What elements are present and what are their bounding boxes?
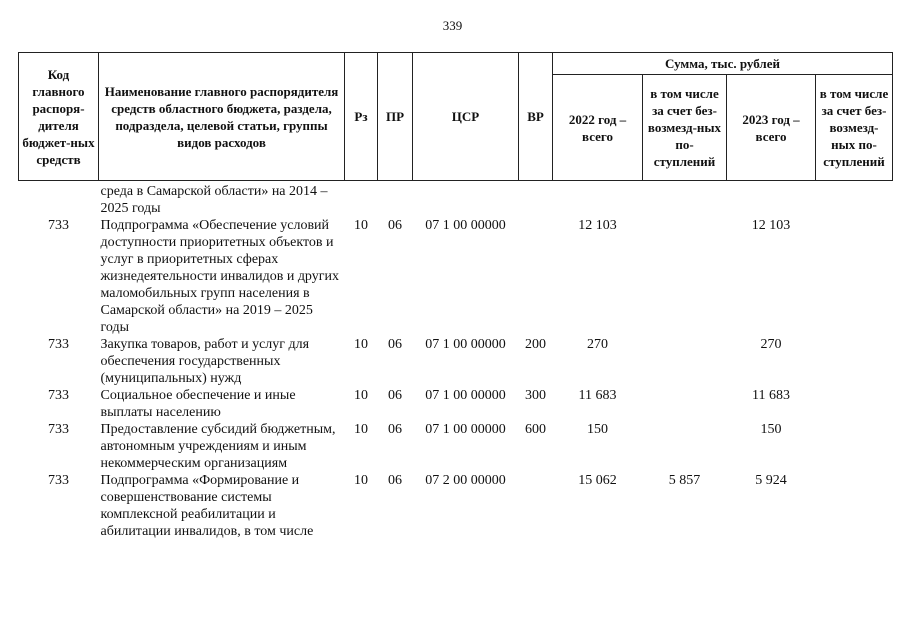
row-code	[19, 181, 99, 218]
row-2022-free	[643, 217, 727, 336]
row-csr: 07 1 00 00000	[425, 337, 506, 352]
table-row	[19, 387, 893, 421]
row-2022-total: 150	[587, 422, 608, 437]
row-pr: 06	[388, 337, 402, 352]
header-sum: Сумма, тыс. рублей	[553, 53, 893, 75]
row-2022-total	[553, 181, 643, 218]
row-code: 733	[48, 388, 69, 403]
row-vr: 600	[525, 422, 546, 437]
row-csr: 07 1 00 00000	[425, 422, 506, 437]
row-2023-total	[727, 181, 816, 218]
row-csr	[413, 181, 519, 218]
row-vr: 200	[525, 337, 546, 352]
row-pr: 06	[388, 388, 402, 403]
row-2022-free	[643, 336, 727, 387]
row-2023-free	[816, 181, 893, 218]
row-pr: 06	[388, 218, 402, 233]
row-name: Социальное обеспечение и иные выплаты населению	[100, 388, 296, 420]
header-csr: ЦСР	[413, 53, 519, 181]
row-pr: 06	[388, 422, 402, 437]
header-pr: ПР	[378, 53, 413, 181]
row-2023-free	[816, 472, 893, 540]
row-code: 733	[48, 473, 69, 488]
row-vr	[519, 181, 553, 218]
row-code: 733	[48, 337, 69, 352]
header-2023-free: в том числе за счет без-возмезд-ных по-ступлений	[816, 75, 893, 181]
row-2023-total: 5 924	[755, 473, 787, 488]
row-pr	[378, 181, 413, 218]
header-2022-total: 2022 год – всего	[553, 75, 643, 181]
row-2022-free	[643, 181, 727, 218]
budget-table	[18, 52, 893, 540]
row-2022-free: 5 857	[668, 473, 701, 488]
table-row	[19, 181, 893, 218]
header-code: Код главного распоря-дителя бюджет-ных средств	[19, 53, 99, 181]
row-name: Подпрограмма «Формирование и совершенствование системы комплексной реабилитации и абилитации инвалидов, в том числе	[100, 473, 314, 539]
row-rz: 10	[354, 473, 368, 488]
row-csr: 07 2 00 00000	[425, 473, 506, 488]
row-rz: 10	[354, 388, 368, 403]
row-csr: 07 1 00 00000	[425, 218, 506, 233]
page-number: 339	[442, 18, 463, 33]
table-row	[19, 472, 893, 540]
row-2022-total: 12 103	[578, 218, 617, 233]
row-rz: 10	[354, 218, 368, 233]
row-2023-total: 150	[760, 422, 782, 437]
row-2022-free	[643, 421, 727, 472]
header-rz: Рз	[345, 53, 378, 181]
row-vr	[519, 217, 553, 336]
row-name: Подпрограмма «Обеспечение условий доступности приоритетных объектов и услуг в приоритетных сферах жизнедеятельности инвалидов и других маломобильных групп населения в Самарской области» на 2019 – 2025 годы	[100, 218, 339, 335]
row-2023-total: 12 103	[751, 218, 791, 233]
table-row	[19, 217, 893, 336]
row-pr: 06	[388, 473, 402, 488]
row-name: Предоставление субсидий бюджетным, автономным учреждениям и иным некоммерческим организациям	[100, 422, 336, 471]
header-2022-free: в том числе за счет без-возмезд-ных по-ступлений	[643, 75, 727, 181]
row-rz	[345, 181, 378, 218]
row-csr: 07 1 00 00000	[425, 388, 506, 403]
row-2022-total: 11 683	[578, 388, 617, 403]
row-2022-total: 270	[587, 337, 608, 352]
row-rz: 10	[354, 422, 368, 437]
row-2023-free	[816, 217, 893, 336]
header-name: Наименование главного распорядителя средств областного бюджета, раздела, подраздела, целевой статьи, группы видов расходов	[99, 53, 345, 181]
row-2023-total: 11 683	[752, 388, 790, 403]
table-row	[19, 336, 893, 387]
header-vr: ВР	[519, 53, 553, 181]
row-2023-total: 270	[760, 337, 782, 352]
table-row	[19, 421, 893, 472]
row-2022-free	[643, 387, 727, 421]
row-2023-free	[816, 387, 893, 421]
row-code: 733	[48, 422, 69, 437]
row-2022-total: 15 062	[578, 473, 617, 488]
row-name: Закупка товаров, работ и услуг для обеспечения государственных (муниципальных) нужд	[100, 337, 310, 386]
row-2023-free	[816, 421, 893, 472]
row-2023-free	[816, 336, 893, 387]
header-2023-total: 2023 год – всего	[727, 75, 816, 181]
row-vr: 300	[525, 388, 546, 403]
row-name: среда в Самарской области» на 2014 – 2025 годы	[100, 184, 328, 216]
row-rz: 10	[354, 337, 368, 352]
row-vr	[519, 472, 553, 540]
row-code: 733	[48, 218, 69, 233]
